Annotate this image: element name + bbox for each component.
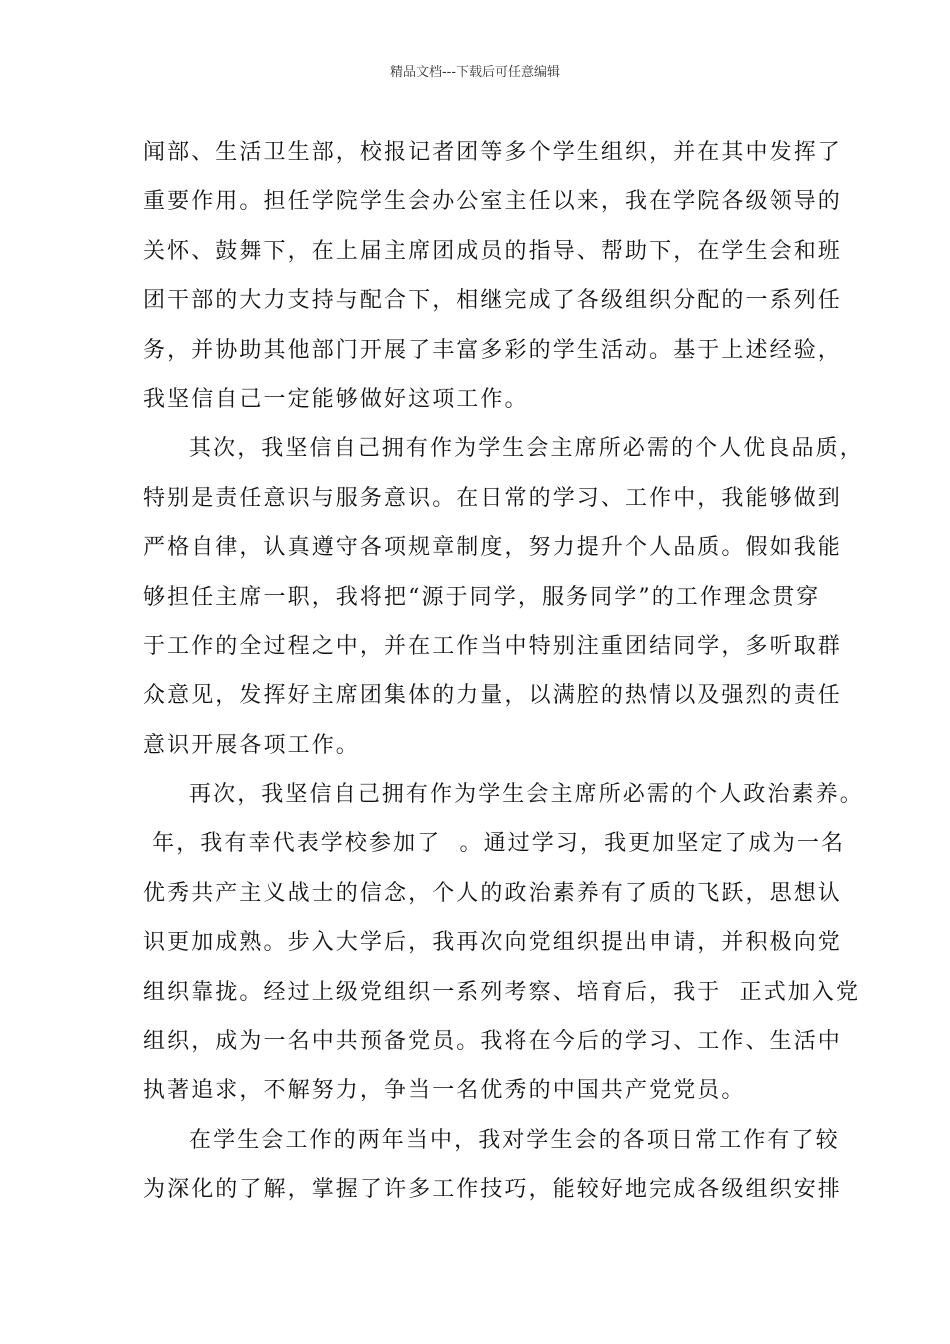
text-line: 为深化的了解，掌握了许多工作技巧，能较好地完成各级组织安排 [143,1177,842,1203]
text-line: 务，并协助其他部门开展了丰富多彩的学生活动。基于上述经验， [143,337,842,363]
paragraph-first-line: 再次，我坚信自己拥有作为学生会主席所必需的个人政治素养。 [189,782,864,808]
text-line: 我坚信自己一定能够做好这项工作。 [143,386,529,412]
paragraph-first-line: 其次，我坚信自己拥有作为学生会主席所必需的个人优良品质， [189,436,864,462]
text-line: 意识开展各项工作。 [143,732,360,758]
text-line: 严格自律，认真遵守各项规章制度，努力提升个人品质。假如我能 [143,535,842,561]
text-line: 于工作的全过程之中，并在工作当中特别注重团结同学，多听取群 [143,633,842,659]
text-line: 够担任主席一职，我将把“源于同学，服务同学”的工作理念贯穿 [143,584,821,610]
text-line: 组织，成为一名中共预备党员。我将在今后的学习、工作、生活中 [143,1029,842,1055]
text-line: 识更加成熟。步入大学后，我再次向党组织提出申请，并积极向党 [143,930,842,956]
text-line: 团干部的大力支持与配合下，相继完成了各级组织分配的一系列任 [143,288,842,314]
text-line: 组织靠拢。经过上级党组织一系列考察、培育后，我于 正式加入党 [143,979,861,1005]
text-line: 关怀、鼓舞下，在上届主席团成员的指导、帮助下，在学生会和班 [143,238,842,264]
text-line: 年，我有幸代表学校参加了 。通过学习，我更加坚定了成为一名 [143,831,846,857]
text-line: 执著追求，不解努力，争当一名优秀的中国共产党党员。 [143,1078,746,1104]
text-line: 重要作用。担任学院学生会办公室主任以来，我在学院各级领导的 [143,189,842,215]
page-header: 精品文档---下载后可任意编辑 [389,65,561,80]
text-line: 闻部、生活卫生部，校报记者团等多个学生组织，并在其中发挥了 [143,140,842,165]
text-line: 优秀共产主义战士的信念，个人的政治素养有了质的飞跃，思想认 [143,880,842,906]
text-line: 特别是责任意识与服务意识。在日常的学习、工作中，我能够做到 [143,485,842,511]
text-line: 众意见，发挥好主席团集体的力量，以满腔的热情以及强烈的责任 [143,683,842,709]
document-body [143,128,864,1215]
paragraph-first-line: 在学生会工作的两年当中，我对学生会的各项日常工作有了较 [189,1127,840,1153]
